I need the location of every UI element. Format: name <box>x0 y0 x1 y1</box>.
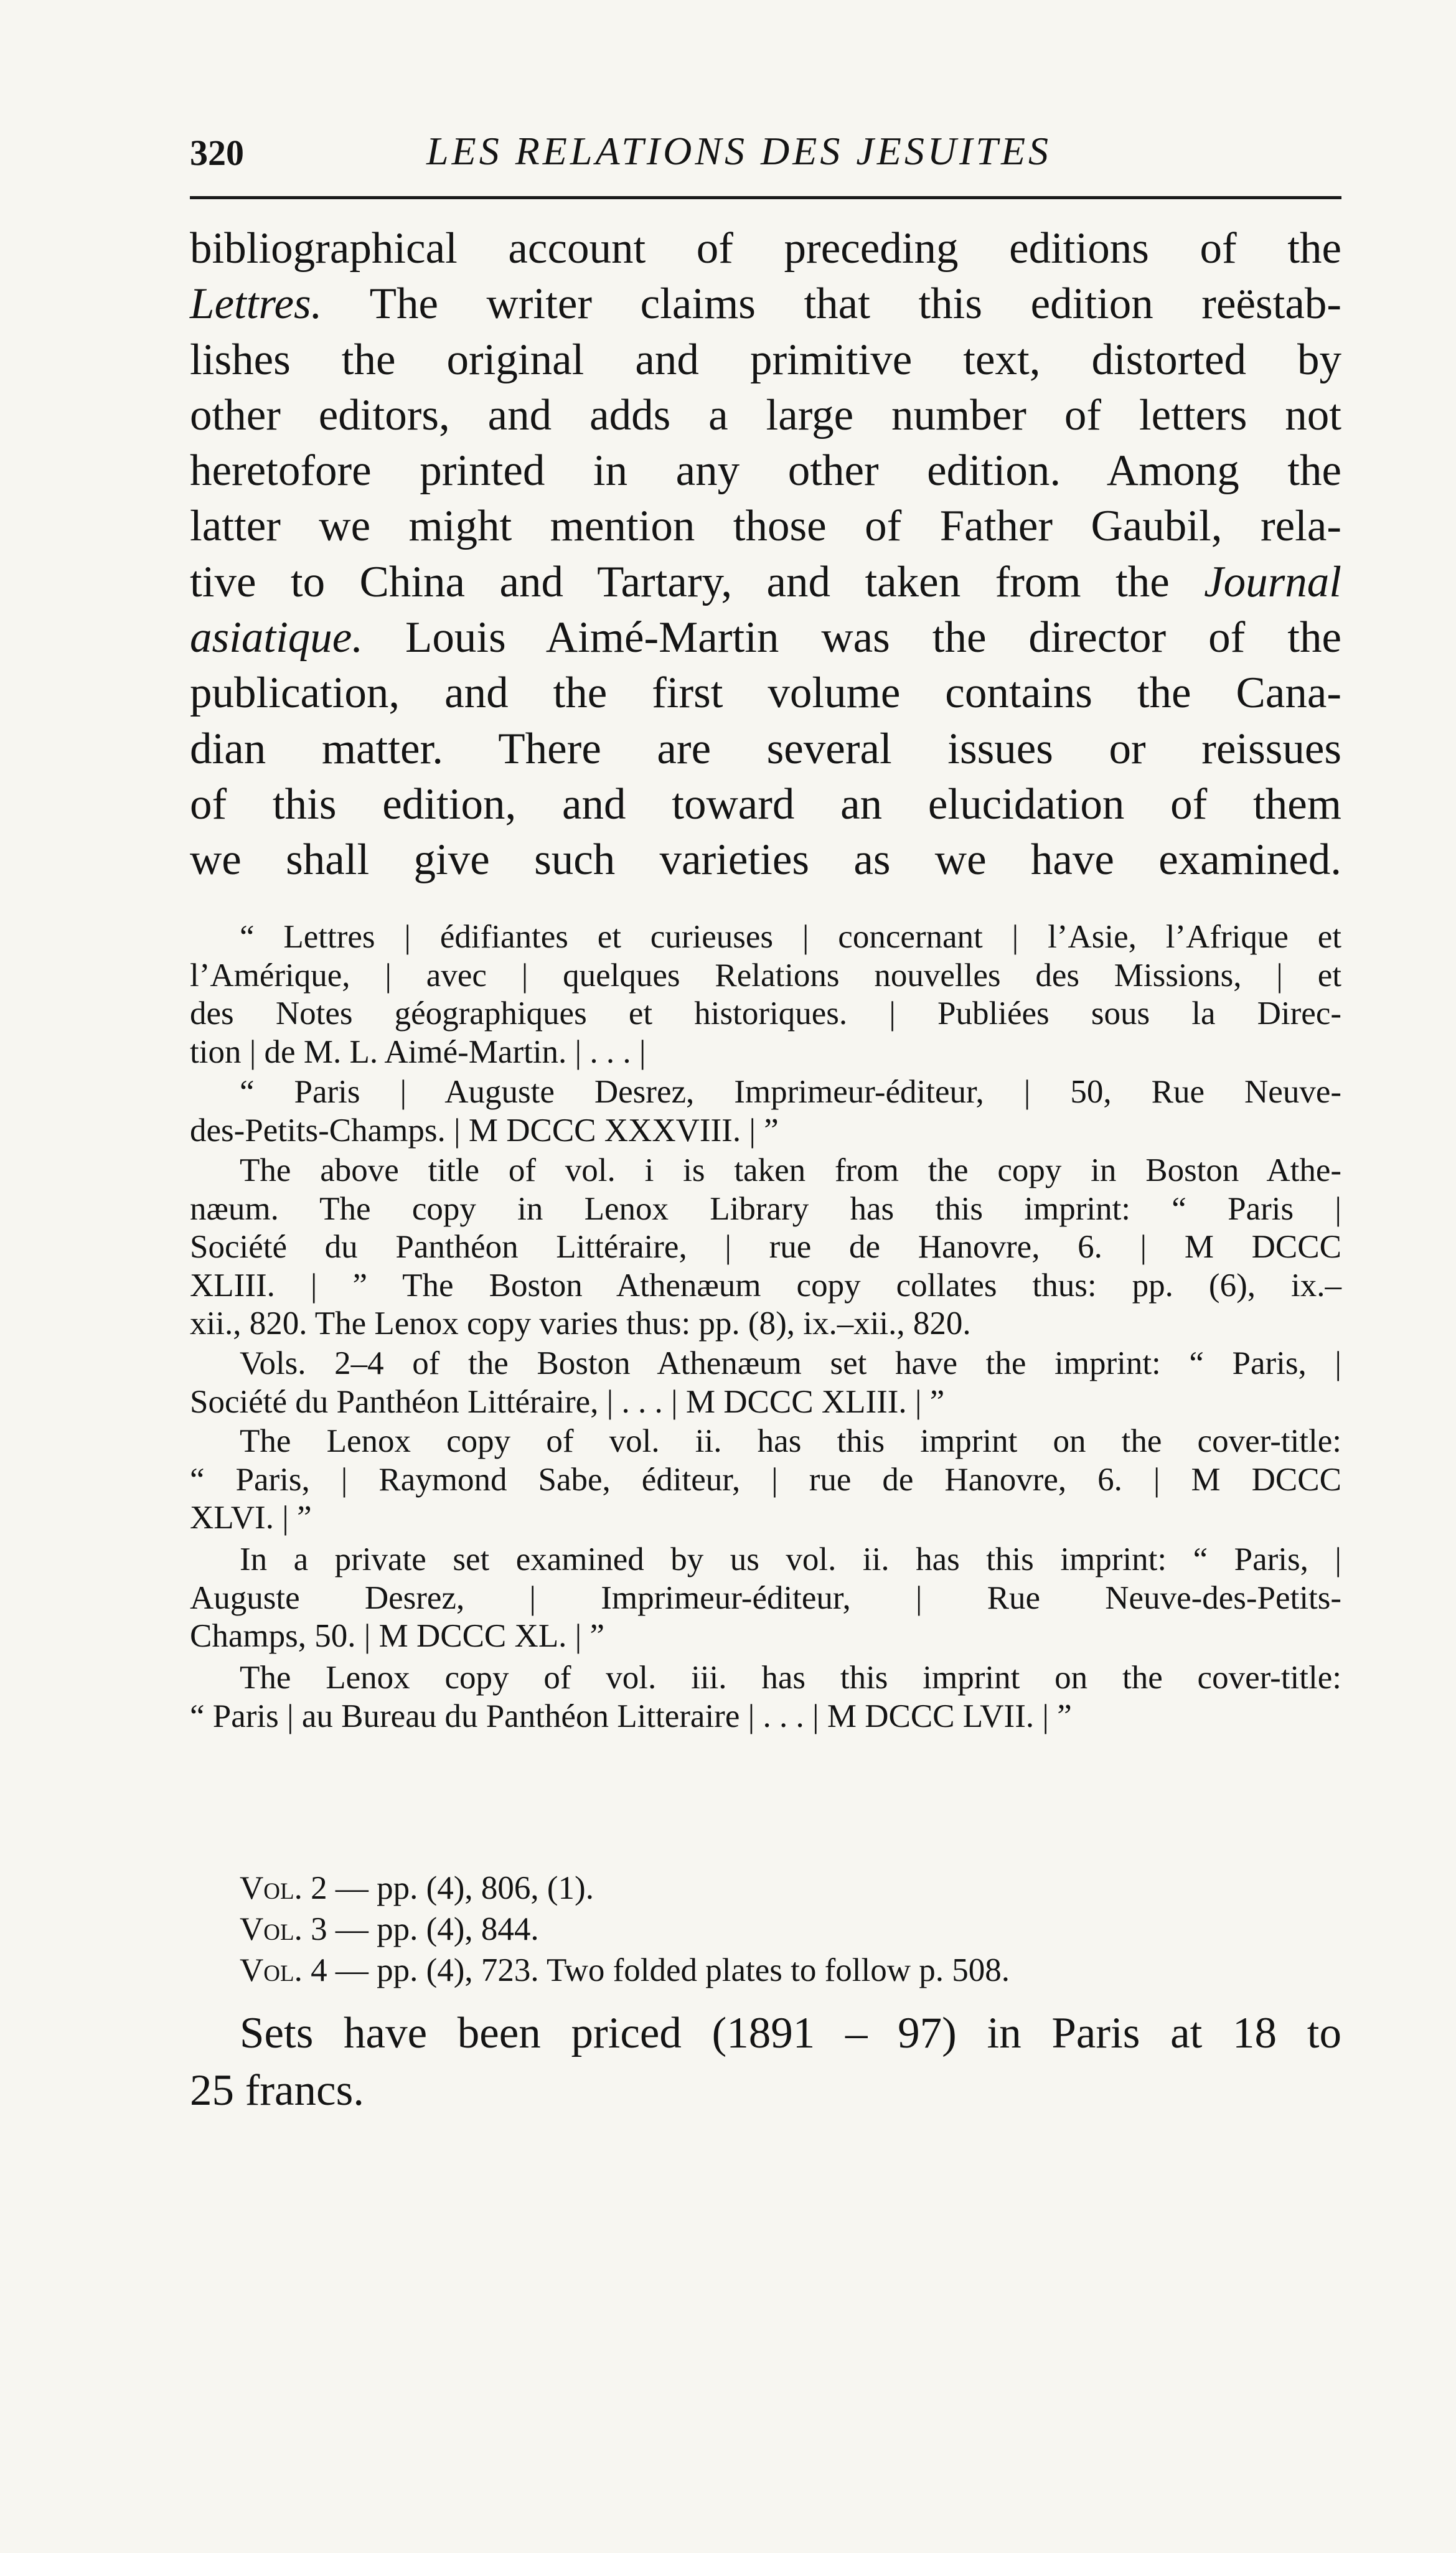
vol-i-collation-note <box>190 1152 1341 1343</box>
vols-2-4-note <box>190 1345 1341 1421</box>
note-line: xii., 820. The Lenox copy varies thus: pp. (8), ix.–xii., 820. <box>190 1305 971 1342</box>
main-paragraph <box>190 221 1341 888</box>
note-line: des Notes géographiques et historiques. | Publiées sous la Direc- <box>190 995 1341 1032</box>
private-set-note <box>190 1541 1341 1656</box>
paragraph-line: we shall give such varieties as we have examined. <box>190 835 1341 885</box>
lenox-vol-ii-note <box>190 1422 1341 1538</box>
note-line: “ Paris | au Bureau du Panthéon Litteraire | . . . | M DCCC LVII. | ” <box>190 1698 1072 1734</box>
closing-paragraph <box>190 2005 1341 2119</box>
note-line: Vols. 2–4 of the Boston Athenæum set have the imprint: “ Paris, | <box>240 1345 1341 1381</box>
paragraph-line: bibliographical account of preceding editions of the <box>190 224 1341 273</box>
paragraph-line: 25 francs. <box>190 2066 364 2115</box>
paragraph-line: tive to China and Tartary, and taken from the Journal <box>190 557 1341 606</box>
page-header <box>190 126 1341 182</box>
paragraph-line: heretofore printed in any other edition. Among the <box>190 446 1341 496</box>
note-line: Champs, 50. | M DCCC XL. | ” <box>190 1618 605 1654</box>
volume-row: Vol. 2 — pp. (4), 806, (1). <box>240 1870 594 1906</box>
note-line: Auguste Desrez, | Imprimeur-éditeur, | Rue Neuve-des-Petits- <box>190 1579 1341 1616</box>
paragraph-line: asiatique. Louis Aimé-Martin was the director of the <box>190 613 1341 662</box>
note-line: “ Lettres | édifiantes et curieuses | concernant | l’Asie, l’Afrique et <box>240 919 1341 955</box>
volume-row: Vol. 4 — pp. (4), 723. Two folded plates to follow p. 508. <box>240 1952 1010 1988</box>
note-line: l’Amérique, | avec | quelques Relations nouvelles des Missions, | et <box>190 957 1341 994</box>
note-line: “ Paris, | Raymond Sabe, éditeur, | rue de Hanovre, 6. | M DCCC <box>190 1461 1341 1498</box>
note-line: In a private set examined by us vol. ii. has this imprint: “ Paris, | <box>240 1541 1341 1577</box>
note-line: Société du Panthéon Littéraire, | rue de Hanovre, 6. | M DCCC <box>190 1229 1341 1265</box>
volume-row: Vol. 3 — pp. (4), 844. <box>240 1911 539 1947</box>
title-transcription-note <box>190 918 1341 1071</box>
volume-collations <box>240 1868 1010 1991</box>
note-line: The above title of vol. i is taken from the copy in Boston Athe- <box>240 1152 1341 1188</box>
paragraph-line: dian matter. There are several issues or reissues <box>190 724 1341 773</box>
paragraph-line: publication, and the first volume contains the Cana- <box>190 669 1341 718</box>
note-line: Société du Panthéon Littéraire, | . . . | M DCCC XLIII. | ” <box>190 1383 945 1420</box>
note-line: tion | de M. L. Aimé-Martin. | . . . | <box>190 1033 646 1070</box>
note-line: “ Paris | Auguste Desrez, Imprimeur-éditeur, | 50, Rue Neuve- <box>240 1074 1341 1110</box>
page-number: 320 <box>190 133 244 173</box>
paragraph-line: of this edition, and toward an elucidation of them <box>190 779 1341 829</box>
header-rule <box>190 196 1341 199</box>
running-title: LES RELATIONS DES JESUITES <box>426 129 1052 173</box>
note-line: The Lenox copy of vol. ii. has this imprint on the cover-title: <box>240 1423 1341 1459</box>
paragraph-line: Lettres. The writer claims that this edition reëstab- <box>190 280 1341 329</box>
note-line: XLVI. | ” <box>190 1500 312 1536</box>
paragraph-line: Sets have been priced (1891 – 97) in Paris at 18 to <box>240 2009 1341 2057</box>
lenox-vol-iii-note <box>190 1659 1341 1736</box>
note-line: des-Petits-Champs. | M DCCC XXXVIII. | ” <box>190 1112 779 1149</box>
paragraph-line: other editors, and adds a large number of letters not <box>190 390 1341 440</box>
note-line: XLIII. | ” The Boston Athenæum copy collates thus: pp. (6), ix.– <box>190 1267 1341 1304</box>
paragraph-line: latter we might mention those of Father Gaubil, rela- <box>190 502 1341 551</box>
imprint-note <box>190 1073 1341 1150</box>
note-line: The Lenox copy of vol. iii. has this imprint on the cover-title: <box>240 1660 1341 1696</box>
note-line: næum. The copy in Lenox Library has this imprint: “ Paris | <box>190 1190 1341 1227</box>
paragraph-line: lishes the original and primitive text, distorted by <box>190 335 1341 384</box>
